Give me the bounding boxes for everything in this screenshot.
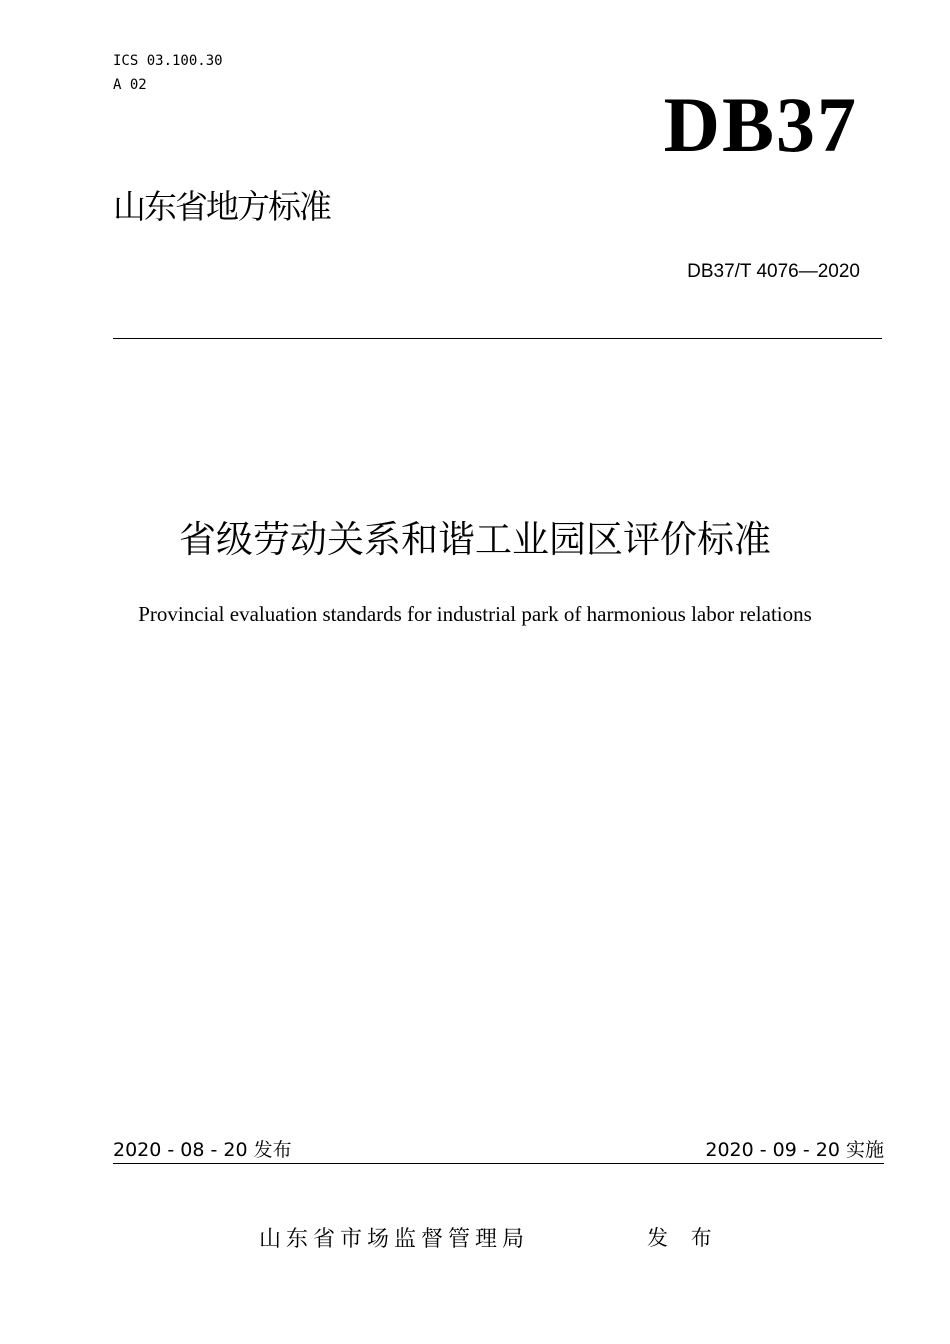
implement-date: 2020 - 09 - 20 实施 <box>705 1139 884 1161</box>
standard-category: 山东省地方标准 <box>113 187 330 226</box>
standard-mark: DB37 <box>663 81 858 168</box>
issue-date: 2020 - 08 - 20 发布 <box>113 1139 292 1161</box>
issuer-name: 山东省市场监督管理局 <box>259 1227 530 1252</box>
classification-codes <box>113 49 223 97</box>
ccs-code: A 02 <box>113 77 147 93</box>
standard-number: DB37/T 4076—2020 <box>687 261 860 282</box>
ics-code: ICS 03.100.30 <box>113 53 223 69</box>
publish-label: 发 布 <box>647 1226 720 1250</box>
title-chinese-text: 省级劳动关系和谐工业园区评价标准 <box>179 518 771 561</box>
title-english: Provincial evaluation standards for industrial park of harmonious labor relations <box>138 602 812 626</box>
title-chinese <box>0 514 950 566</box>
top-divider <box>113 338 882 339</box>
bottom-divider <box>113 1163 884 1164</box>
